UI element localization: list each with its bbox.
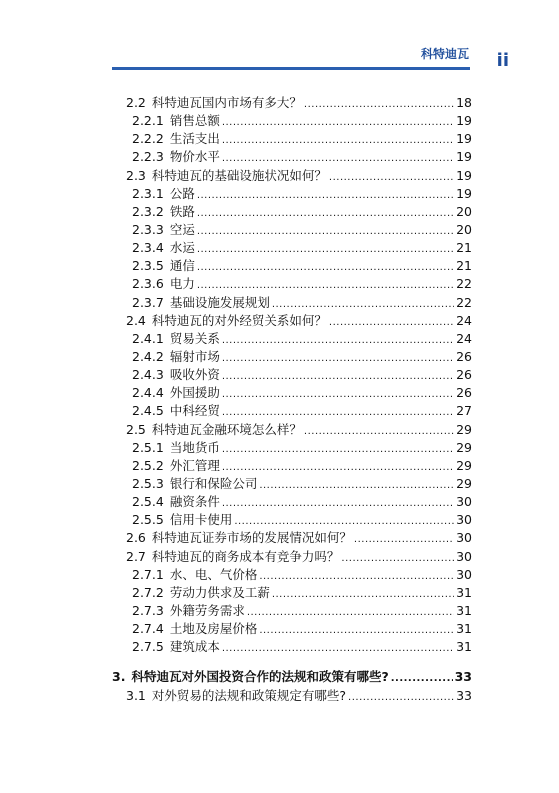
toc-entry[interactable]: [112, 130, 472, 148]
toc-entry-page: 21: [456, 258, 472, 274]
toc-entry-number: 2.3.6: [132, 276, 164, 292]
toc-entry[interactable]: [112, 457, 472, 475]
toc-entry-page: 22: [456, 294, 472, 310]
toc-entry-number: 2.3.4: [132, 240, 164, 256]
toc-dot-leader: [247, 604, 454, 622]
toc-entry-page: 19: [456, 113, 472, 129]
toc-entry-title: 对外贸易的法规和政策规定有哪些?: [151, 687, 347, 703]
toc-entry-number: 2.4: [126, 312, 146, 328]
toc-entry-page: 26: [456, 385, 472, 401]
toc-dot-leader: [222, 386, 454, 404]
toc-entry-number: 2.4.2: [132, 348, 164, 364]
toc-dot-leader: [259, 568, 454, 586]
toc-entry-number: 2.2.2: [132, 131, 164, 147]
toc-entry[interactable]: [112, 584, 472, 602]
toc-dot-leader: [304, 423, 454, 441]
page-number: ii: [496, 50, 509, 71]
toc-entry[interactable]: [112, 511, 472, 529]
toc-dot-leader: [348, 689, 454, 707]
toc-entry-number: 2.3.3: [132, 221, 164, 237]
toc-entry[interactable]: [112, 402, 472, 420]
toc-entry-page: 24: [456, 312, 472, 328]
toc-entry-title: 辐射市场: [169, 348, 220, 364]
toc-entry-title: 科特迪瓦证券市场的发展情况如何？: [151, 530, 352, 546]
toc-dot-leader: [222, 368, 454, 386]
toc-entry-number: 3.1: [126, 687, 146, 703]
toc-entry-page: 26: [456, 348, 472, 364]
toc-entry-number: 2.5.2: [132, 457, 164, 473]
toc-entry[interactable]: [112, 475, 472, 493]
toc-entry-number: 2.5.1: [132, 439, 164, 455]
toc-entry[interactable]: [112, 257, 472, 275]
toc-entry-number: 2.4.5: [132, 403, 164, 419]
toc-entry-number: 2.3.7: [132, 294, 164, 310]
toc-entry-number: 2.2.1: [132, 113, 164, 129]
toc-entry[interactable]: [112, 366, 472, 384]
toc-entry-page: 19: [456, 131, 472, 147]
toc-entry-page: 19: [456, 185, 472, 201]
toc-dot-leader: [341, 550, 454, 568]
toc-entry-page: 26: [456, 367, 472, 383]
toc-entry-page: 31: [456, 621, 472, 637]
toc-entry-title: 水、电、气价格: [169, 566, 258, 582]
toc-entry-number: 2.3.5: [132, 258, 164, 274]
toc-entry[interactable]: [112, 566, 472, 584]
toc-entry[interactable]: [112, 185, 472, 203]
toc-entry-number: 2.7.2: [132, 584, 164, 600]
toc-entry-number: 2.7.4: [132, 621, 164, 637]
toc-entry-page: 21: [456, 240, 472, 256]
toc-entry-title: 吸收外资: [169, 367, 220, 383]
toc-entry-title: 贸易关系: [169, 330, 220, 346]
toc-dot-leader: [259, 622, 454, 640]
toc-entry-page: 29: [456, 439, 472, 455]
toc-entry-title: 销售总额: [169, 113, 220, 129]
toc-entry[interactable]: [112, 112, 472, 130]
toc-entry-page: 29: [456, 421, 472, 437]
toc-entry-number: 2.3.2: [132, 203, 164, 219]
toc-entry[interactable]: [112, 687, 472, 705]
toc-entry-title: 当地货币: [169, 439, 220, 455]
toc-entry-title: 建筑成本: [169, 639, 220, 655]
toc-entry-number: 2.7.1: [132, 566, 164, 582]
toc-entry-page: 20: [456, 203, 472, 219]
toc-entry[interactable]: [112, 493, 472, 511]
toc-dot-leader: [197, 241, 454, 259]
toc-entry-title: 生活支出: [169, 131, 220, 147]
toc-entry-title: 科特迪瓦对外国投资合作的法规和政策有哪些?: [131, 669, 389, 685]
toc-entry-number: 2.5.5: [132, 512, 164, 528]
toc-entry[interactable]: [112, 439, 472, 457]
toc-entry-page: 19: [456, 167, 472, 183]
toc-entry-title: 科特迪瓦国内市场有多大？: [151, 95, 302, 110]
toc-dot-leader: [329, 169, 454, 187]
toc-entry-page: 30: [456, 494, 472, 510]
toc-entry-page: 31: [456, 602, 472, 618]
toc-entry-title: 融资条件: [169, 494, 220, 510]
toc-entry-page: 27: [456, 403, 472, 419]
toc-dot-leader: [197, 223, 454, 241]
toc-dot-leader: [304, 96, 454, 114]
toc-entry-title: 中科经贸: [169, 403, 220, 419]
toc-entry-number: 2.2.3: [132, 149, 164, 165]
toc-entry-page: 31: [456, 639, 472, 655]
toc-entry-page: 31: [456, 584, 472, 600]
toc-entry-title: 通信: [169, 258, 195, 274]
toc-entry-title: 科特迪瓦金融环境怎么样？: [151, 421, 302, 437]
toc-entry-title: 科特迪瓦的基础设施状况如何？: [151, 167, 327, 183]
toc-dot-leader: [222, 640, 454, 658]
toc-entry-number: 2.6: [126, 530, 146, 546]
toc-entry[interactable]: [112, 275, 472, 293]
toc-entry-title: 科特迪瓦的商务成本有竞争力吗？: [151, 548, 340, 564]
toc-entry[interactable]: [112, 421, 472, 439]
toc-entry-page: 20: [456, 221, 472, 237]
toc-entry-page: 19: [456, 149, 472, 165]
toc-entry-page: 29: [456, 475, 472, 491]
toc-entry-number: 3.: [112, 669, 126, 685]
toc-entry-title: 外籍劳务需求: [169, 602, 245, 618]
toc-entry-number: 2.7.5: [132, 639, 164, 655]
toc-entry[interactable]: [112, 330, 472, 348]
toc-entry-title: 电力: [169, 276, 195, 292]
toc-entry-title: 信用卡使用: [169, 512, 233, 528]
toc-entry[interactable]: [112, 294, 472, 312]
toc-entry[interactable]: [112, 148, 472, 166]
toc-entry-page: 30: [456, 512, 472, 528]
toc-entry-number: 2.4.1: [132, 330, 164, 346]
toc-entry[interactable]: [112, 384, 472, 402]
toc-entry[interactable]: [112, 620, 472, 638]
toc-dot-leader: [222, 441, 454, 459]
toc-entry[interactable]: [112, 221, 472, 239]
toc-dot-leader: [354, 531, 454, 549]
toc-entry[interactable]: [112, 668, 472, 686]
toc-dot-leader: [197, 259, 454, 277]
toc-dot-leader: [391, 670, 453, 688]
toc-entry[interactable]: [112, 312, 472, 330]
toc-entry-title: 土地及房屋价格: [169, 621, 258, 637]
toc-entry-title: 科特迪瓦的对外经贸关系如何？: [151, 312, 327, 328]
toc-entry-number: 2.5.4: [132, 494, 164, 510]
toc-dot-leader: [329, 314, 454, 332]
toc-dot-leader: [272, 586, 454, 604]
toc-entry-title: 空运: [169, 221, 195, 237]
toc-entry-number: 2.4.4: [132, 385, 164, 401]
toc-entry-number: 2.3: [126, 167, 146, 183]
toc-entry[interactable]: [112, 602, 472, 620]
toc-entry-number: 2.7.3: [132, 602, 164, 618]
toc-dot-leader: [259, 477, 454, 495]
toc-entry-number: 2.5.3: [132, 475, 164, 491]
toc-dot-leader: [222, 332, 454, 350]
toc-entry[interactable]: [112, 167, 472, 185]
toc-entry[interactable]: [112, 94, 472, 112]
header-title: 科特迪瓦: [420, 47, 469, 61]
toc-entry-page: 30: [456, 566, 472, 582]
toc-entry-title: 外国援助: [169, 385, 220, 401]
toc-entry-title: 外汇管理: [169, 457, 220, 473]
toc-entry-page: 18: [456, 95, 472, 110]
toc-entry-page: 30: [456, 548, 472, 564]
toc-entry-number: 2.4.3: [132, 367, 164, 383]
toc-dot-leader: [197, 187, 454, 205]
toc-dot-leader: [222, 350, 454, 368]
toc-entry-page: 29: [456, 457, 472, 473]
toc-entry[interactable]: [112, 548, 472, 566]
toc-entry-title: 水运: [169, 240, 195, 256]
toc-entry-page: 24: [456, 330, 472, 346]
toc-entry-title: 劳动力供求及工薪: [169, 584, 270, 600]
toc-dot-leader: [197, 205, 454, 223]
toc-entry[interactable]: [112, 203, 472, 221]
toc-entry-number: 2.5: [126, 421, 146, 437]
toc-entry-number: 2.2: [126, 95, 146, 110]
header-divider: [112, 67, 470, 70]
toc-entry[interactable]: [112, 529, 472, 547]
toc-entry-page: 30: [456, 530, 472, 546]
toc-entry-title: 铁路: [169, 203, 195, 219]
toc-entry-title: 物价水平: [169, 149, 220, 165]
toc-entry-number: 2.3.1: [132, 185, 164, 201]
toc-entry-page: 33: [454, 669, 472, 685]
table-of-contents: [112, 94, 472, 705]
toc-entry-number: 2.7: [126, 548, 146, 564]
toc-dot-leader: [222, 495, 454, 513]
toc-entry-title: 基础设施发展规划: [169, 294, 270, 310]
toc-dot-leader: [222, 132, 454, 150]
toc-dot-leader: [222, 114, 454, 132]
toc-entry[interactable]: [112, 638, 472, 656]
toc-entry[interactable]: [112, 348, 472, 366]
toc-entry-page: 33: [456, 687, 472, 703]
toc-entry-page: 22: [456, 276, 472, 292]
toc-entry[interactable]: [112, 239, 472, 257]
toc-entry-title: 银行和保险公司: [169, 475, 258, 491]
toc-entry-title: 公路: [169, 185, 195, 201]
